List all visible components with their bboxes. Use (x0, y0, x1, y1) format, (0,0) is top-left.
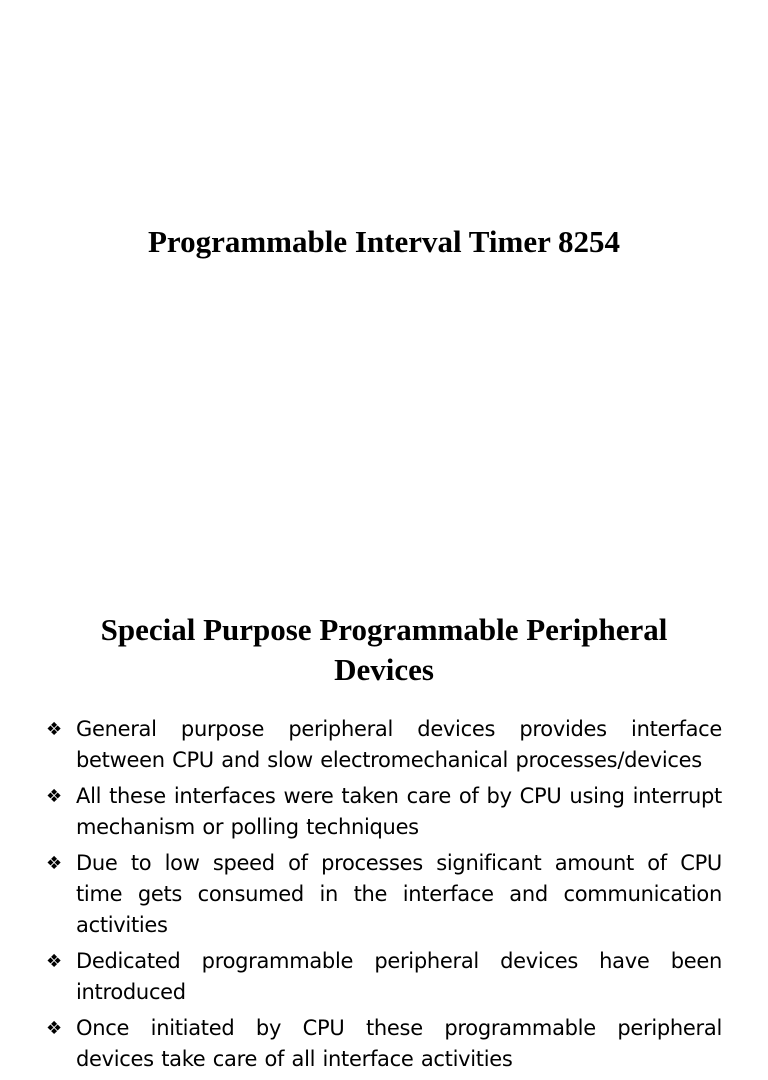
bullet-text: Once initiated by CPU these programmable peripheral devices take care of all interface activities (76, 1016, 722, 1071)
diamond-bullet-icon: ❖ (46, 1018, 63, 1039)
bullet-item (46, 781, 722, 843)
bullet-text: All these interfaces were taken care of by CPU using interrupt mechanism or polling techniques (76, 784, 722, 839)
bullet-list (46, 714, 722, 1080)
diamond-bullet-icon: ❖ (46, 951, 63, 972)
diamond-bullet-icon: ❖ (46, 719, 63, 740)
slide-title: Programmable Interval Timer 8254 (147, 224, 621, 259)
bullet-item (46, 946, 722, 1008)
slide-heading: Special Purpose Programmable Peripheral Devices (100, 612, 668, 687)
bullet-text: General purpose peripheral devices provides interface between CPU and slow electromechanical processes/devices (76, 717, 722, 772)
bullet-item (46, 848, 722, 941)
diamond-bullet-icon: ❖ (46, 786, 63, 807)
bullet-item (46, 714, 722, 776)
diamond-bullet-icon: ❖ (46, 853, 63, 874)
bullet-item (46, 1013, 722, 1075)
bullet-text: Due to low speed of processes significant amount of CPU time gets consumed in the interface and communication activities (76, 851, 722, 937)
bullet-text: Dedicated programmable peripheral devices have been introduced (76, 949, 722, 1004)
slide-content-page (0, 580, 768, 1071)
